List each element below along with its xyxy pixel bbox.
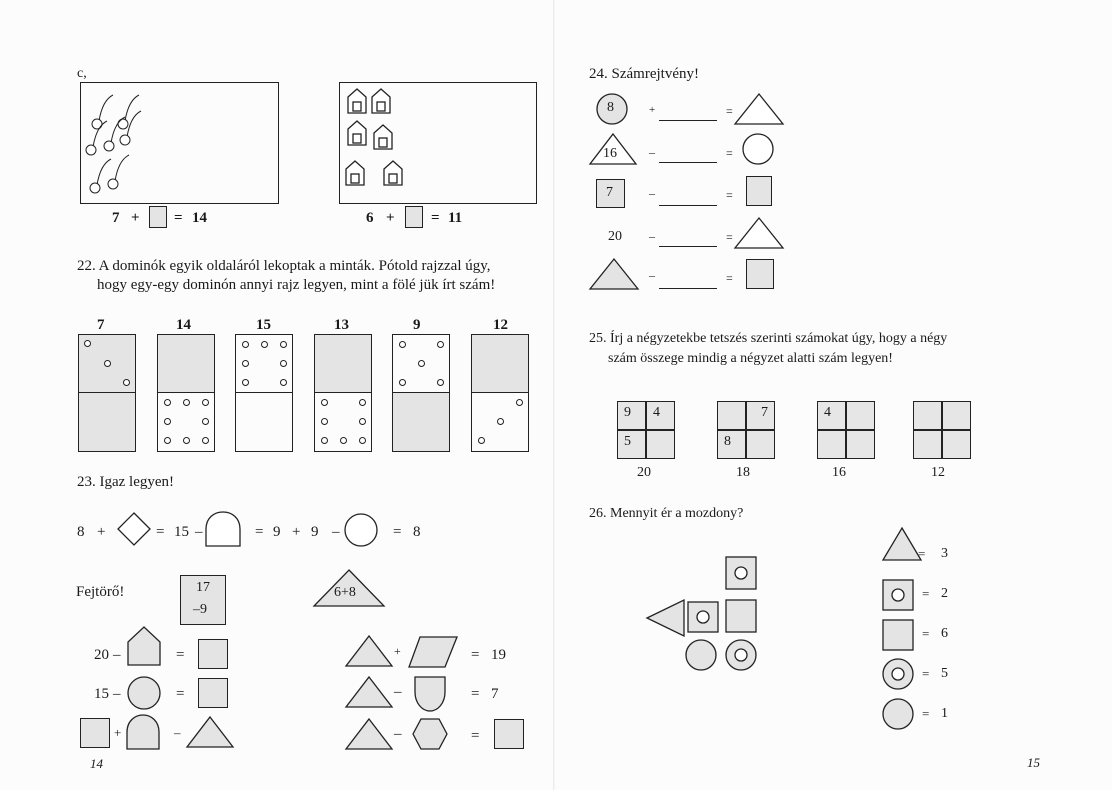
hexagon-shape (412, 718, 448, 750)
eq2-eq: = (431, 210, 440, 226)
s3-op: – (394, 726, 402, 742)
s3-triangle (345, 718, 393, 750)
grid-1-sum: 20 (637, 465, 651, 480)
r24-3-val: 7 (606, 185, 613, 200)
page-number-left: 14 (90, 756, 103, 771)
domino-6-bottom (472, 393, 528, 451)
fejtoro-label: Fejtörő! (76, 584, 125, 600)
r24-4-triangle[interactable] (734, 217, 784, 249)
domino-2-bottom (158, 393, 214, 451)
domino-3-bottom[interactable] (236, 393, 292, 451)
domino-2 (157, 334, 215, 452)
eq2-a: 6 (366, 210, 374, 226)
r24-3-answer-square[interactable] (746, 176, 772, 206)
eq1-result: 14 (192, 210, 207, 226)
r1-answer-square[interactable] (198, 639, 228, 669)
right-page (556, 0, 1112, 790)
r24-2-op: – (649, 145, 655, 159)
legend-5-eq: = (922, 706, 930, 721)
eq2-answer-box[interactable] (405, 206, 423, 228)
r2-eq: = (176, 686, 185, 702)
r24-4-op: – (649, 229, 655, 243)
r24-1-triangle[interactable] (734, 93, 784, 125)
domino-5-bottom[interactable] (393, 393, 449, 451)
r24-2-val: 16 (603, 146, 617, 161)
t23-n1: 8 (77, 524, 85, 540)
grid-2-cell[interactable]: 7 (746, 401, 775, 430)
r2-n: 15 (94, 686, 109, 702)
legend-1-val: 3 (941, 546, 948, 561)
r24-4-blank[interactable] (659, 246, 717, 247)
triangle-text: 6+8 (334, 585, 356, 600)
s1-op: + (394, 644, 401, 658)
grid-3 (817, 401, 875, 459)
s1-triangle (345, 635, 393, 667)
r1-n: 20 (94, 647, 109, 663)
domino-4-top[interactable] (315, 335, 371, 393)
eq2-op: + (386, 210, 395, 226)
cherry-icons (81, 83, 280, 205)
domino-dot (84, 340, 91, 347)
grid-1-cell[interactable]: 5 (617, 430, 646, 459)
legend-square (882, 619, 914, 651)
r24-5-blank[interactable] (659, 288, 717, 289)
t23-plus: + (97, 524, 106, 540)
label-c: c, (77, 66, 87, 81)
grid-2-cell[interactable]: 8 (717, 430, 746, 459)
domino-6-top[interactable] (472, 335, 528, 393)
r24-5-op: – (649, 268, 655, 282)
grid-4-sum: 12 (931, 465, 945, 480)
legend-3-eq: = (922, 626, 930, 641)
t23-n5: 8 (413, 524, 421, 540)
s2-op: – (394, 684, 402, 700)
arch-shape[interactable] (205, 511, 241, 547)
task25-line1: 25. Írj a négyzetekbe tetszés szerinti számokat úgy, hogy a négy (589, 331, 948, 346)
grid-2-sum: 18 (736, 465, 750, 480)
r1-eq: = (176, 647, 185, 663)
legend-circle (882, 698, 914, 730)
domino-1-number: 7 (97, 317, 105, 333)
r3-square (80, 718, 110, 748)
s2-eq: = (471, 686, 480, 702)
eq1-answer-box[interactable] (149, 206, 167, 228)
t23-plus2: + (292, 524, 301, 540)
grid-4-cell[interactable] (942, 430, 971, 459)
task23-title: 23. Igaz legyen! (77, 474, 175, 490)
grid-3-sum: 16 (832, 465, 846, 480)
s2-result: 7 (491, 686, 499, 702)
r24-1-blank[interactable] (659, 120, 717, 121)
r3-op1: + (114, 725, 122, 740)
r24-3-eq: = (726, 188, 733, 202)
task22-line2: hogy egy-egy dominón annyi rajz legyen, mint a fölé jük írt szám! (97, 277, 496, 293)
domino-2-number: 14 (176, 317, 191, 333)
domino-dot (104, 360, 111, 367)
domino-5-top (393, 335, 449, 393)
grid-2-cell[interactable] (746, 430, 775, 459)
grid-3-cell[interactable] (846, 430, 875, 459)
task22-line1: 22. A dominók egyik oldaláról lekoptak a minták. Pótold rajzzal úgy, (77, 258, 491, 274)
circle-shape[interactable] (344, 513, 378, 547)
domino-3-number: 15 (256, 317, 271, 333)
domino-2-top[interactable] (158, 335, 214, 393)
domino-4-bottom (315, 393, 371, 451)
task25-line2: szám összege mindig a négyzet alatti szám legyen! (608, 351, 893, 366)
task26-title: 26. Mennyit ér a mozdony? (589, 506, 744, 521)
grid-2-cell[interactable] (717, 401, 746, 430)
r24-2-eq: = (726, 146, 733, 160)
t23-eq3: = (393, 524, 402, 540)
grid-4-cell[interactable] (942, 401, 971, 430)
r24-2-circle[interactable] (742, 133, 774, 165)
cup-shape (414, 676, 446, 712)
eq2-result: 11 (448, 210, 463, 226)
domino-1 (78, 334, 136, 452)
fraction-box (180, 575, 226, 625)
eq1-op: + (131, 210, 140, 226)
legend-circle-dot (882, 658, 914, 690)
grid-1-cell[interactable] (646, 430, 675, 459)
t23-eq1: = (156, 524, 165, 540)
r24-1-eq: = (726, 104, 733, 118)
legend-2-eq: = (922, 586, 930, 601)
r3-triangle-shape (186, 716, 234, 748)
grid-3-cell[interactable] (846, 401, 875, 430)
domino-dot (123, 379, 130, 386)
grid-1 (617, 401, 675, 459)
r24-3-blank[interactable] (659, 205, 717, 206)
s1-eq: = (471, 647, 480, 663)
r24-3-square (596, 179, 625, 208)
domino-5-number: 9 (413, 317, 421, 333)
pentagon-house-shape (127, 626, 161, 666)
domino-1-bottom[interactable] (79, 393, 135, 451)
legend-4-eq: = (922, 666, 930, 681)
r24-5-eq: = (726, 271, 733, 285)
s2-triangle (345, 676, 393, 708)
house-icons (340, 83, 538, 205)
r2-circle-shape (127, 676, 161, 710)
domino-1-top (79, 335, 135, 393)
grid-3-cell[interactable]: 4 (817, 401, 846, 430)
r24-1-op: + (649, 104, 656, 116)
r2-op: – (113, 686, 121, 702)
t23-n3: 9 (273, 524, 281, 540)
r24-4-eq: = (726, 230, 733, 244)
r3-op2: – (174, 725, 181, 740)
fraction-top: 17 (196, 580, 210, 595)
r24-5-triangle (589, 258, 639, 290)
houses-box (339, 82, 537, 204)
eq1-a: 7 (112, 210, 120, 226)
task24-title: 24. Számrejtvény! (589, 66, 699, 82)
s1-result: 19 (491, 647, 506, 663)
r3-arch-shape (126, 714, 160, 750)
eq1-eq: = (174, 210, 183, 226)
r24-5-answer-square[interactable] (746, 259, 774, 289)
grid-1-cell[interactable]: 9 (617, 401, 646, 430)
domino-3 (235, 334, 293, 452)
domino-4 (314, 334, 372, 452)
legend-1-eq: = (918, 546, 926, 561)
domino-6 (471, 334, 529, 452)
r24-3-op: – (649, 186, 655, 200)
s3-eq: = (471, 728, 480, 744)
legend-4-val: 5 (941, 666, 948, 681)
grid-4-cell[interactable] (913, 430, 942, 459)
t23-minus: – (195, 524, 203, 540)
t23-n2: 15 (174, 524, 189, 540)
r24-2-blank[interactable] (659, 162, 717, 163)
legend-2-val: 2 (941, 586, 948, 601)
domino-6-number: 12 (493, 317, 508, 333)
legend-triangle (882, 527, 922, 561)
r24-4-val: 20 (608, 229, 622, 244)
r24-1-val: 8 (607, 100, 614, 115)
domino-5 (392, 334, 450, 452)
locomotive-figure (646, 556, 766, 676)
domino-3-top (236, 335, 292, 393)
domino-4-number: 13 (334, 317, 349, 333)
page-number-right: 15 (1027, 755, 1040, 770)
legend-3-val: 6 (941, 626, 948, 641)
fraction-bottom: –9 (193, 602, 207, 617)
t23-eq2: = (255, 524, 264, 540)
parallelogram-shape (408, 636, 458, 668)
grid-4-cell[interactable] (913, 401, 942, 430)
grid-3-cell[interactable] (817, 430, 846, 459)
cherries-box (80, 82, 279, 204)
r2-answer-square[interactable] (198, 678, 228, 708)
s3-answer-square[interactable] (494, 719, 524, 749)
legend-square-dot (882, 579, 914, 611)
t23-n4: 9 (311, 524, 319, 540)
grid-1-cell[interactable]: 4 (646, 401, 675, 430)
t23-minus2: – (332, 524, 340, 540)
grid-4 (913, 401, 971, 459)
diamond-shape[interactable] (117, 512, 151, 546)
grid-2 (717, 401, 775, 459)
legend-5-val: 1 (941, 706, 948, 721)
r1-op: – (113, 647, 121, 663)
